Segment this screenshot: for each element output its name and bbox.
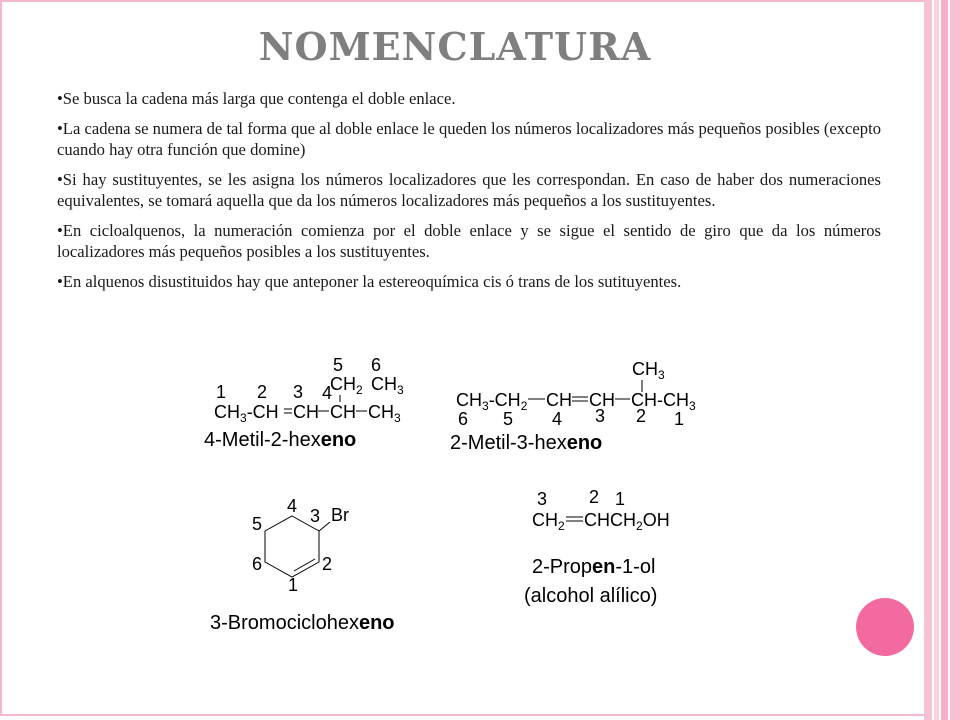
chain-text: $CH-CH_3$ (631, 390, 696, 413)
locant: 5 (333, 355, 344, 375)
locant: 2 (589, 487, 600, 507)
locant: 1 (288, 575, 299, 595)
bullet-item: •En alquenos disustituidos hay que anteponer la estereoquímica cis ó trans de los sutituyentes. (57, 272, 682, 291)
group-ch3: $CH_3$ (371, 374, 404, 397)
compound-name-1: 4-Metil-2-hexeno (204, 429, 357, 451)
bullet-item: •Se busca la cadena más larga que contenga el doble enlace. (57, 89, 456, 108)
bond-line (319, 522, 330, 531)
locant: 5 (252, 514, 263, 534)
page-title: NOMENCLATURA (258, 24, 652, 69)
chain-text: $CH_3-CH_2$ (456, 390, 528, 413)
compound-name-3: 3-Bromociclohexeno (210, 612, 395, 634)
compound-common-name: (alcohol alílico) (524, 585, 658, 607)
chain-text: $CH_2$ (532, 510, 565, 533)
locant: 6 (371, 355, 382, 375)
structure-4-metil-2-hexeno (214, 355, 404, 425)
locant: 2 (322, 554, 333, 574)
chain-text: $CHCH_2OH$ (584, 510, 670, 533)
locant: 2 (257, 382, 268, 402)
locant: 3 (293, 382, 304, 402)
locant: 6 (252, 554, 263, 574)
compound-name-2: 2-Metil-3-hexeno (450, 432, 603, 454)
double-bond (294, 559, 315, 571)
bromine-label: Br (331, 505, 349, 525)
bullet-item: •Si hay sustituyentes, se les asigna los números localizadores que les correspondan. En caso de haber dos numeraciones equivalentes, se tomará aquella que da los números localizadores más pequeños a los sustituyentes. (57, 170, 881, 210)
chain-text: CH (589, 390, 615, 410)
chain-text: CH (330, 402, 356, 422)
locant: 2 (636, 406, 647, 426)
locant: 3 (310, 506, 321, 526)
group-ch2: $CH_2$ (330, 374, 363, 397)
locant: 4 (287, 496, 298, 516)
structure-2-propen-1-ol (532, 487, 670, 533)
locant: 1 (674, 409, 685, 429)
compound-name-4: 2-Propen-1-ol (532, 556, 656, 578)
locant: 4 (322, 383, 333, 403)
chain-text: CH (293, 402, 319, 422)
structure-2-metil-3-hexeno (456, 359, 696, 429)
locant: 5 (503, 409, 514, 429)
locant: 1 (216, 382, 227, 402)
structure-3-bromociclohexeno (252, 496, 349, 595)
bullet-item: •En cicloalquenos, la numeración comienza por el doble enlace y se sigue el sentido de giro que da los números localizadores más pequeños posibles a los sustituyentes. (57, 221, 881, 261)
locant: 3 (595, 406, 606, 426)
bullet-item: •La cadena se numera de tal forma que al doble enlace le queden los números localizadores más pequeños posibles (excepto cuando hay otra función que domine) (57, 119, 881, 159)
chain-text: $CH_3-CH$ (214, 402, 279, 425)
chain-text: $CH_3$ (368, 402, 401, 425)
locant: 3 (537, 489, 548, 509)
group-ch3: $CH_3$ (632, 359, 665, 382)
locant: 4 (552, 409, 563, 429)
chain-text: CH (546, 390, 572, 410)
locant: 6 (458, 409, 469, 429)
locant: 1 (615, 489, 626, 509)
